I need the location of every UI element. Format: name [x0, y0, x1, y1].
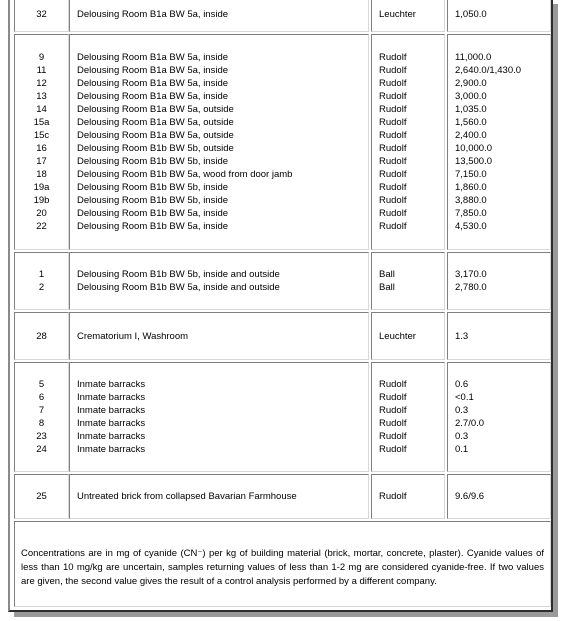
cyanide-value: 9.6/9.6 [455, 491, 485, 502]
analyst: Rudolf [379, 208, 407, 219]
sample-number: 12 [36, 78, 47, 89]
analyst: Rudolf [379, 392, 407, 403]
sample-number: 28 [36, 331, 47, 342]
group-2-cyanide-value-column [455, 51, 549, 233]
sample-number: 7 [38, 405, 45, 416]
cyanide-value: 3,880.0 [455, 195, 487, 206]
analyst: Ball [379, 282, 395, 293]
group-2-analyst-column [379, 51, 443, 233]
sample-description: Delousing Room B1b BW 5b, inside [77, 182, 229, 193]
analyst: Leuchter [379, 9, 416, 20]
sample-number: 1 [38, 269, 45, 280]
group-5-cyanide-value-column [455, 378, 549, 456]
cyanide-value: 1,050.0 [455, 9, 487, 20]
table-shadow-bottom [14, 612, 558, 617]
sample-description: Delousing Room B1a BW 5a, inside [77, 78, 229, 89]
sample-description: Delousing Room B1b BW 5b, inside [77, 156, 229, 167]
group-3-analyst-column [379, 268, 443, 294]
analyst: Rudolf [379, 143, 407, 154]
group-3-cyanide-value-column [455, 268, 549, 294]
cyanide-value: 2,400.0 [455, 130, 487, 141]
sample-number: 15a [33, 117, 50, 128]
cyanide-value: 2,640.0/1,430.0 [455, 65, 522, 76]
analyst: Rudolf [379, 65, 407, 76]
analyst: Rudolf [379, 78, 407, 89]
group-1-analyst-column [379, 8, 443, 21]
cyanide-value: 13,500.0 [455, 156, 492, 167]
sample-number: 8 [38, 418, 45, 429]
table-shadow-right [553, 4, 558, 616]
cyanide-value: 0.1 [455, 444, 469, 455]
sample-description: Delousing Room B1a BW 5a, inside [77, 91, 229, 102]
sample-description: Delousing Room B1a BW 5a, inside [77, 65, 229, 76]
sample-description: Delousing Room B1b BW 5a, inside [77, 221, 229, 232]
sample-number: 19a [33, 182, 50, 193]
group-6-analyst-column [379, 490, 443, 503]
sample-description: Delousing Room B1a BW 5a, outside [77, 117, 234, 128]
sample-description: Delousing Room B1a BW 5a, inside [77, 9, 229, 20]
group-4-sample-number-column [14, 330, 69, 343]
sample-description: Delousing Room B1a BW 5a, outside [77, 104, 234, 115]
sample-number: 20 [36, 208, 47, 219]
group-2-sample-description-column [77, 51, 367, 233]
cyanide-value: 0.3 [455, 431, 469, 442]
cyanide-value: 11,000.0 [455, 52, 492, 63]
sample-number: 32 [36, 9, 47, 20]
analyst: Rudolf [379, 195, 407, 206]
analyst: Rudolf [379, 431, 407, 442]
sample-number: 15c [33, 130, 50, 141]
group-6-cyanide-value-column [455, 490, 549, 503]
sample-number: 23 [36, 431, 47, 442]
cyanide-value: 4,530.0 [455, 221, 487, 232]
analyst: Leuchter [379, 331, 416, 342]
sample-description: Inmate barracks [77, 379, 146, 390]
analyst: Rudolf [379, 91, 407, 102]
group-5-analyst-column [379, 378, 443, 456]
analyst: Rudolf [379, 221, 407, 232]
group-3-sample-number-column [14, 268, 69, 294]
sample-number: 17 [36, 156, 47, 167]
cyanide-value: 1,035.0 [455, 104, 487, 115]
sample-number: 25 [36, 491, 47, 502]
sample-description: Delousing Room B1b BW 5a, wood from door jamb [77, 169, 293, 180]
analyst: Rudolf [379, 117, 407, 128]
analyst: Rudolf [379, 104, 407, 115]
group-1-sample-number-column [14, 8, 69, 21]
group-6-sample-number-column [14, 490, 69, 503]
cyanide-value: 0.6 [455, 379, 469, 390]
sample-description: Delousing Room B1b BW 5a, inside [77, 208, 229, 219]
cyanide-value: 1,560.0 [455, 117, 487, 128]
sample-number: 13 [36, 91, 47, 102]
group-1-sample-description-column [77, 8, 367, 21]
analyst: Rudolf [379, 418, 407, 429]
analyst: Rudolf [379, 182, 407, 193]
cyanide-value: 0.3 [455, 405, 469, 416]
group-4-analyst-column [379, 330, 443, 343]
cyanide-value: 2,780.0 [455, 282, 487, 293]
group-5-sample-number-column [14, 378, 69, 456]
sample-number: 5 [38, 379, 45, 390]
cyanide-value: 7,150.0 [455, 169, 487, 180]
sample-description: Untreated brick from collapsed Bavarian Farmhouse [77, 491, 297, 502]
group-6-sample-description-column [77, 490, 367, 503]
analyst: Rudolf [379, 169, 407, 180]
analyst: Rudolf [379, 130, 407, 141]
cyanide-value: 3,000.0 [455, 91, 487, 102]
analyst: Ball [379, 269, 395, 280]
sample-description: Delousing Room B1b BW 5b, inside and outside [77, 269, 280, 280]
analyst: Rudolf [379, 156, 407, 167]
group-4-cyanide-value-column [455, 330, 549, 343]
sample-number: 14 [36, 104, 47, 115]
cyanide-value: <0.1 [455, 392, 474, 403]
cyanide-value: 7,850.0 [455, 208, 487, 219]
cyanide-value: 1.3 [455, 331, 469, 342]
group-5-sample-description-column [77, 378, 367, 456]
sample-number: 2 [38, 282, 45, 293]
sample-description: Delousing Room B1b BW 5b, inside [77, 195, 229, 206]
group-4-sample-description-column [77, 330, 367, 343]
analyst: Rudolf [379, 405, 407, 416]
analyst: Rudolf [379, 52, 407, 63]
cyanide-value: 3,170.0 [455, 269, 487, 280]
cyanide-value: 10,000.0 [455, 143, 492, 154]
group-3-sample-description-column [77, 268, 367, 294]
sample-number: 11 [36, 65, 47, 76]
sample-number: 18 [36, 169, 47, 180]
sample-description: Inmate barracks [77, 392, 146, 403]
sample-description: Delousing Room B1b BW 5a, inside and outside [77, 282, 280, 293]
cyanide-value: 1,860.0 [455, 182, 487, 193]
analyst: Rudolf [379, 379, 407, 390]
sample-number: 16 [36, 143, 47, 154]
footnote-text: Concentrations are in mg of cyanide (CN⁻) per kg of building material (brick, mortar, concrete, plaster). Cyanide values of less than 10 mg/kg are uncertain, samples returning values of less than 1-2 mg are considered cyanide-free. If two values are given, the second value gives the result of a control analysis performed by a different company. [21, 548, 544, 587]
cyanide-value: 2,900.0 [455, 78, 487, 89]
cyanide-value: 2.7/0.0 [455, 418, 485, 429]
sample-description: Delousing Room B1a BW 5a, outside [77, 130, 234, 141]
sample-description: Delousing Room B1b BW 5b, outside [77, 143, 234, 154]
group-2-sample-number-column [14, 51, 69, 233]
sample-number: 6 [38, 392, 45, 403]
sample-description: Inmate barracks [77, 444, 146, 455]
sample-description: Inmate barracks [77, 431, 146, 442]
sample-description: Delousing Room B1a BW 5a, inside [77, 52, 229, 63]
sample-description: Inmate barracks [77, 405, 146, 416]
sample-number: 24 [36, 444, 47, 455]
analyst: Rudolf [379, 444, 407, 455]
sample-number: 9 [38, 52, 45, 63]
group-1-cyanide-value-column [455, 8, 549, 21]
sample-description: Inmate barracks [77, 418, 146, 429]
sample-number: 19b [33, 195, 50, 206]
analyst: Rudolf [379, 491, 407, 502]
sample-description: Crematorium I, Washroom [77, 331, 189, 342]
sample-number: 22 [36, 221, 47, 232]
